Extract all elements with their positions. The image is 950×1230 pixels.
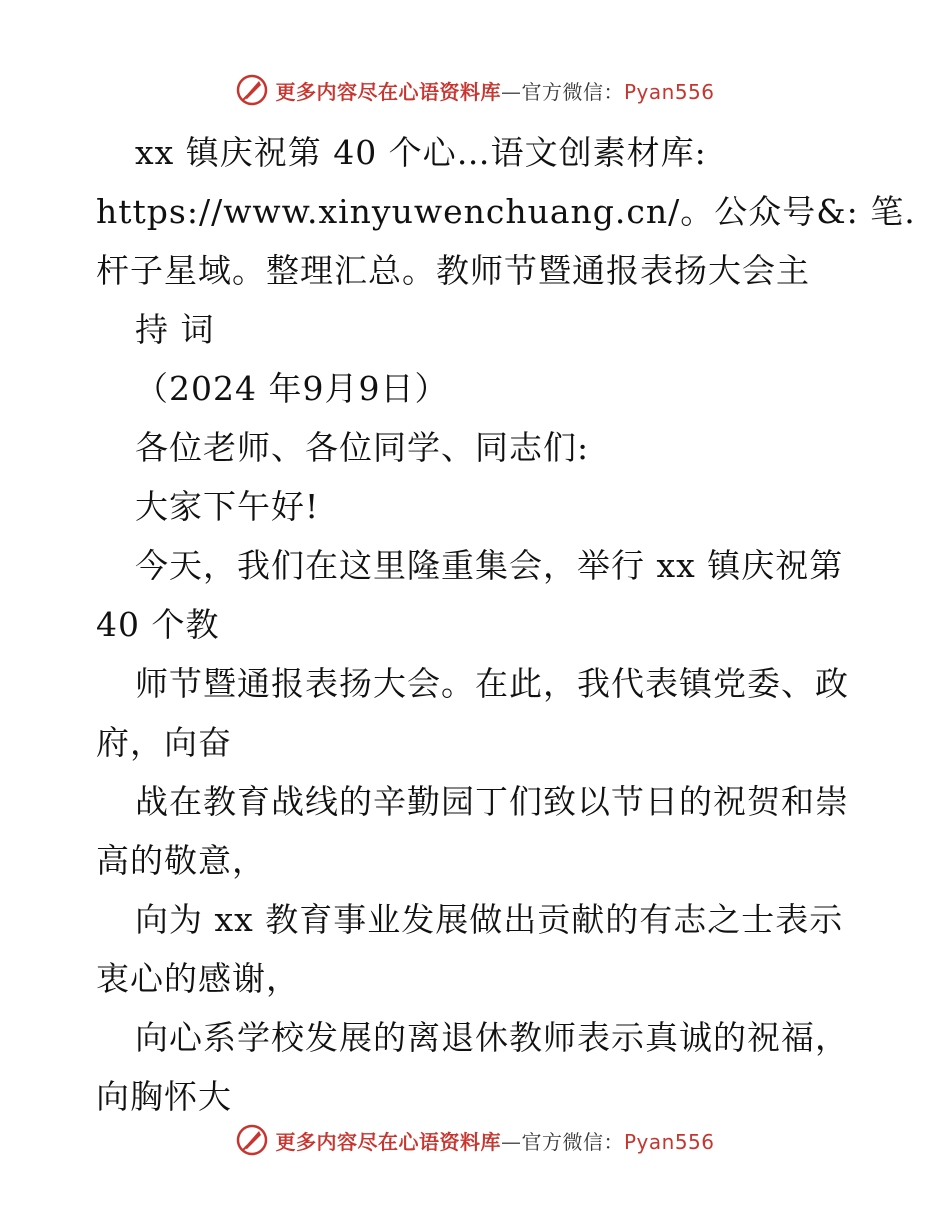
- feather-pen-icon: [235, 1123, 269, 1157]
- document-line: 向胸怀大: [96, 1077, 232, 1116]
- document-line: （2024 年9月9日）: [135, 369, 449, 408]
- document-line: 杆子星域。整理汇总。教师节暨通报表扬大会主: [96, 251, 810, 290]
- document-line: 高的敬意，: [96, 841, 266, 880]
- document-body: [96, 123, 916, 1126]
- banner-text: [275, 76, 714, 105]
- banner-text: [275, 1126, 714, 1155]
- document-line: xx 镇庆祝第 40 个心…语文创素材库:: [135, 133, 707, 172]
- footer-banner: [0, 1120, 950, 1160]
- banner-wechat-id: Pyan556: [623, 79, 715, 104]
- document-line: 府，向奋: [96, 723, 232, 762]
- document-line: 师节暨通报表扬大会。在此，我代表镇党委、政: [135, 664, 849, 703]
- document-line: 今天，我们在这里隆重集会，举行 xx 镇庆祝第: [135, 546, 844, 585]
- feather-pen-icon: [235, 73, 269, 107]
- banner-wechat-label: 官方微信：: [521, 1129, 624, 1154]
- document-line: 战在教育战线的辛勤园丁们致以节日的祝贺和崇: [135, 782, 849, 821]
- banner-wechat-label: 官方微信：: [521, 79, 624, 104]
- document-line: 大家下午好!: [135, 487, 320, 526]
- banner-site-name: 更多内容尽在心语资料库: [275, 1129, 501, 1154]
- document-line: 向为 xx 教育事业发展做出贡献的有志之士表示: [135, 900, 844, 939]
- document-line: 向心系学校发展的离退休教师表示真诚的祝福，: [135, 1018, 849, 1057]
- banner-site-name: 更多内容尽在心语资料库: [275, 79, 501, 104]
- banner-separator: —: [500, 1129, 522, 1154]
- document-line: 衷心的感谢，: [96, 959, 300, 998]
- document-line: 各位老师、各位同学、同志们:: [135, 428, 590, 467]
- banner-wechat-id: Pyan556: [623, 1129, 715, 1154]
- document-line: 持 词: [135, 310, 215, 349]
- document-line: https://www.xinyuwenchuang.cn/。公众号&: 笔.: [96, 192, 916, 231]
- banner-separator: —: [500, 79, 522, 104]
- header-banner: [0, 70, 950, 110]
- document-line: 40 个教: [96, 605, 220, 644]
